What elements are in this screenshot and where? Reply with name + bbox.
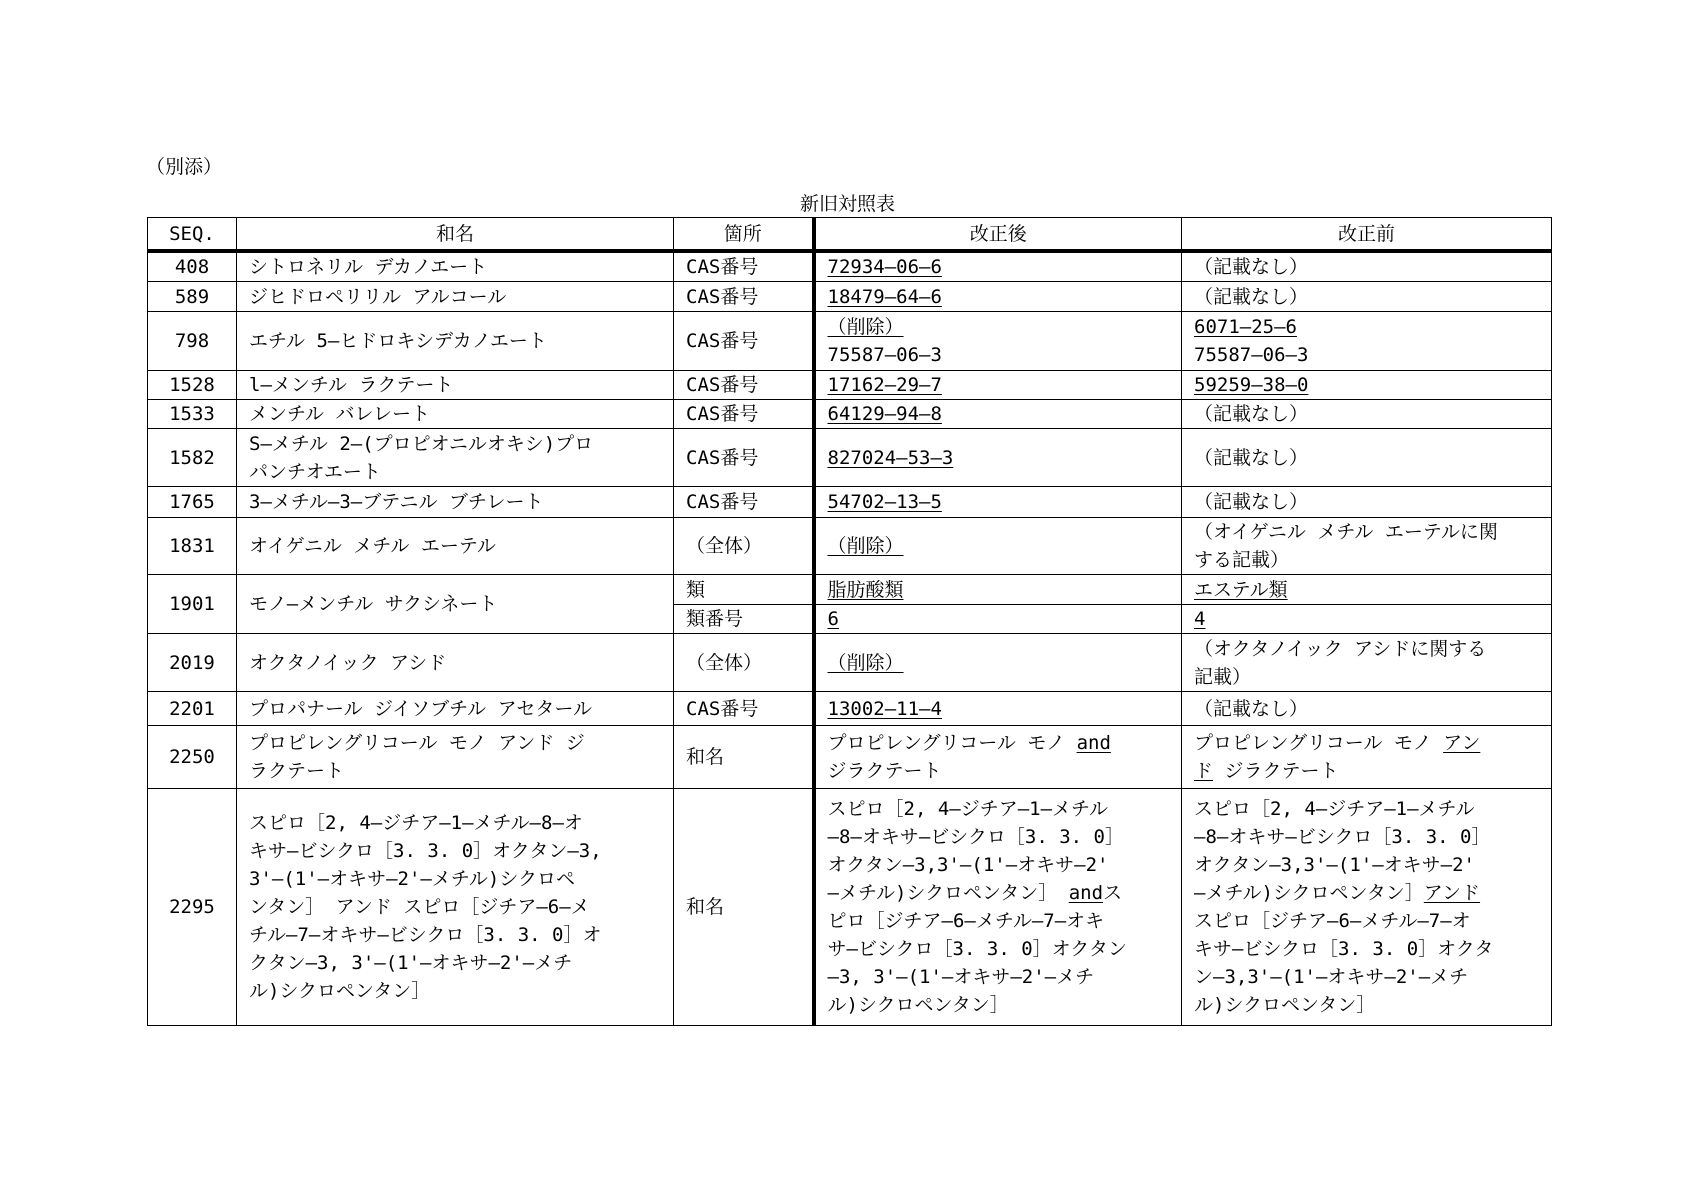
cell-line <box>1194 695 1545 723</box>
name-cell <box>237 518 674 575</box>
name-line: 3'—(1'—オキサ—2'—メチル)シクロペ <box>249 868 575 890</box>
header-name: 和名 <box>237 218 674 252</box>
place-cell: （全体） <box>674 518 814 575</box>
name-line: ラクテート <box>249 760 345 782</box>
seq-cell: 589 <box>148 282 237 312</box>
after-cell <box>814 605 1182 634</box>
place-cell: 類番号 <box>674 605 814 634</box>
name-line: パンチオエート <box>249 460 381 483</box>
table-row <box>148 518 1552 575</box>
name-line: シトロネリル デカノエート <box>249 256 488 278</box>
after-cell <box>814 429 1182 487</box>
underlined-text: エステル類 <box>1194 578 1288 601</box>
after-cell <box>814 371 1182 400</box>
cell-line <box>1194 605 1545 633</box>
underlined-text: 6 <box>827 608 839 630</box>
cell-line <box>828 935 1176 963</box>
text-segment: ル)シクロペンタン］ <box>827 994 1009 1016</box>
cell-line <box>1194 663 1545 691</box>
cell-line <box>1194 371 1545 399</box>
text-segment: —メチル)シクロペンタン］ <box>827 882 1069 904</box>
seq-cell: 1533 <box>148 400 237 429</box>
name-line: プロパナール ジイソブチル アセタール <box>249 697 593 720</box>
text-segment: ス <box>1103 882 1123 904</box>
underlined-text: 13002—11—4 <box>827 697 942 720</box>
cell-line <box>1194 253 1545 281</box>
seq-cell: 1528 <box>148 371 237 400</box>
seq-cell: 408 <box>148 251 237 282</box>
table-row <box>148 251 1552 282</box>
underlined-text: 4 <box>1194 608 1206 630</box>
underlined-text: 6071—25—6 <box>1194 316 1297 338</box>
text-segment: —8—オキサ—ビシクロ［3. 3. 0］ <box>1194 826 1491 848</box>
cell-line <box>828 371 1176 399</box>
name-line: プロピレングリコール モノ アンド ジ <box>249 732 585 754</box>
attachment-label: （別添） <box>146 156 223 178</box>
comparison-table <box>147 217 1552 1026</box>
place-cell: CAS番号 <box>674 400 814 429</box>
text-segment: ル)シクロペンタン］ <box>1194 994 1376 1016</box>
after-cell <box>814 634 1182 692</box>
cell-line <box>1194 851 1545 879</box>
text-segment: —3, 3'—(1'—オキサ—2'—メチ <box>827 966 1095 988</box>
cell-line <box>1194 313 1545 341</box>
table-row <box>148 634 1552 692</box>
text-segment: プロピレングリコール モノ <box>827 732 1077 754</box>
text-segment: ジラクテート <box>1213 760 1339 782</box>
name-cell <box>237 371 674 400</box>
cell-line <box>828 795 1176 823</box>
cell-line <box>1194 729 1545 757</box>
name-line: ル)シクロペンタン］ <box>249 980 431 1002</box>
before-cell <box>1182 692 1552 726</box>
seq-cell: 2250 <box>148 726 237 789</box>
place-cell: （全体） <box>674 634 814 692</box>
cell-line <box>828 823 1176 851</box>
underlined-text: 17162—29—7 <box>827 374 942 396</box>
text-segment: 75587—06—3 <box>1194 344 1309 366</box>
place-cell: CAS番号 <box>674 282 814 312</box>
name-line: エチル 5—ヒドロキシデカノエート <box>249 330 547 352</box>
table-row <box>148 371 1552 400</box>
name-cell <box>237 634 674 692</box>
name-cell <box>237 575 674 634</box>
name-cell <box>237 692 674 726</box>
text-segment: ピロ［ジチア—6—メチル—7—オキ <box>827 910 1105 932</box>
cell-line <box>1194 907 1545 935</box>
header-before: 改正前 <box>1182 218 1552 252</box>
cell-line <box>828 907 1176 935</box>
after-cell <box>814 575 1182 605</box>
text-segment: （記載なし） <box>1194 697 1309 720</box>
cell-line <box>1194 963 1545 991</box>
name-cell <box>237 789 674 1026</box>
table-row <box>148 312 1552 371</box>
underlined-text: 72934—06—6 <box>827 256 942 278</box>
text-segment: （記載なし） <box>1194 446 1309 469</box>
cell-line <box>1194 488 1545 516</box>
cell-line <box>828 400 1176 428</box>
before-cell <box>1182 400 1552 429</box>
table-row <box>148 575 1552 605</box>
cell-line <box>828 576 1176 604</box>
underlined-text: and <box>1076 732 1111 754</box>
before-cell <box>1182 251 1552 282</box>
name-line: チル—7—オキサ—ビシクロ［3. 3. 0］オ <box>249 924 602 946</box>
underlined-text: ド <box>1194 760 1214 782</box>
table-row <box>148 429 1552 487</box>
name-line: モノ—メンチル サクシネート <box>249 593 498 615</box>
text-segment: —8—オキサ—ビシクロ［3. 3. 0］ <box>827 826 1124 848</box>
place-cell: CAS番号 <box>674 371 814 400</box>
cell-line <box>1194 635 1545 663</box>
name-cell <box>237 251 674 282</box>
text-segment: キサ—ビシクロ［3. 3. 0］オクタ <box>1194 938 1494 960</box>
cell-line <box>1194 795 1545 823</box>
before-cell <box>1182 429 1552 487</box>
name-line: ジヒドロペリリル アルコール <box>249 285 507 308</box>
after-cell <box>814 692 1182 726</box>
text-segment: スピロ［2, 4—ジチア—1—メチル <box>1194 798 1475 820</box>
underlined-text: 脂肪酸類 <box>827 578 904 601</box>
place-cell: CAS番号 <box>674 692 814 726</box>
text-segment: ン—3,3'—(1'—オキサ—2'—メチ <box>1194 966 1469 988</box>
after-cell <box>814 726 1182 789</box>
cell-line <box>828 879 1176 907</box>
name-line: クタン—3, 3'—(1'—オキサ—2'—メチ <box>249 952 573 974</box>
underlined-text: アンド <box>1423 882 1481 904</box>
seq-cell: 2201 <box>148 692 237 726</box>
name-line: オイゲニル メチル エーテル <box>249 535 496 557</box>
cell-line <box>1194 991 1545 1019</box>
header-place: 箇所 <box>674 218 814 252</box>
before-cell <box>1182 371 1552 400</box>
text-segment: —メチル)シクロペンタン］ <box>1194 882 1424 904</box>
name-line: オクタノイック アシド <box>249 651 447 674</box>
place-cell: CAS番号 <box>674 312 814 371</box>
after-cell <box>814 789 1182 1026</box>
place-cell: 類 <box>674 575 814 605</box>
cell-line <box>828 444 1176 472</box>
before-cell <box>1182 282 1552 312</box>
cell-line <box>1194 341 1545 369</box>
table-row <box>148 487 1552 518</box>
cell-line <box>1194 400 1545 428</box>
text-segment: オクタン—3,3'—(1'—オキサ—2' <box>1194 854 1475 876</box>
header-row <box>148 218 1552 252</box>
name-cell <box>237 282 674 312</box>
before-cell <box>1182 789 1552 1026</box>
text-segment: ジラクテート <box>827 760 942 782</box>
cell-line <box>1194 283 1545 311</box>
name-line: メンチル バレレート <box>249 403 431 425</box>
cell-line <box>1194 757 1545 785</box>
after-cell <box>814 251 1182 282</box>
cell-line <box>1194 879 1545 907</box>
name-line: l—メンチル ラクテート <box>249 374 454 396</box>
underlined-text: 54702—13—5 <box>827 491 942 513</box>
cell-line <box>828 488 1176 516</box>
place-cell: CAS番号 <box>674 487 814 518</box>
before-cell <box>1182 605 1552 634</box>
before-cell <box>1182 575 1552 605</box>
underlined-text: 827024—53—3 <box>827 446 954 469</box>
place-cell: CAS番号 <box>674 429 814 487</box>
underlined-text: and <box>1068 882 1104 904</box>
cell-line <box>828 991 1176 1019</box>
cell-line <box>828 729 1176 757</box>
before-cell <box>1182 726 1552 789</box>
after-cell <box>814 282 1182 312</box>
text-segment: スピロ［ジチア—6—メチル—7—オ <box>1194 910 1471 932</box>
cell-line <box>828 283 1176 311</box>
name-line: 3—メチル—3—ブテニル ブチレート <box>249 491 544 513</box>
cell-line <box>828 695 1176 723</box>
name-cell <box>237 400 674 429</box>
text-segment: プロピレングリコール モノ <box>1194 732 1444 754</box>
cell-line <box>1194 823 1545 851</box>
cell-line <box>1194 444 1545 472</box>
underlined-text: （削除） <box>827 316 904 338</box>
seq-cell: 1831 <box>148 518 237 575</box>
before-cell <box>1182 518 1552 575</box>
after-cell <box>814 518 1182 575</box>
cell-line <box>1194 546 1545 574</box>
text-segment: （オクタノイック アシドに関する <box>1194 637 1487 660</box>
before-cell <box>1182 487 1552 518</box>
before-cell <box>1182 312 1552 371</box>
seq-cell: 2295 <box>148 789 237 1026</box>
after-cell <box>814 400 1182 429</box>
underlined-text: 64129—94—8 <box>827 403 942 425</box>
after-cell <box>814 312 1182 371</box>
cell-line <box>828 649 1176 677</box>
after-cell <box>814 487 1182 518</box>
text-segment: 記載） <box>1194 665 1252 688</box>
cell-line <box>1194 935 1545 963</box>
name-line: S—メチル 2—(プロピオニルオキシ)プロ <box>249 432 594 455</box>
seq-cell: 2019 <box>148 634 237 692</box>
text-segment: （記載なし） <box>1194 285 1309 308</box>
table-row <box>148 726 1552 789</box>
table-row <box>148 400 1552 429</box>
underlined-text: （削除） <box>827 651 904 674</box>
name-cell <box>237 312 674 371</box>
cell-line <box>828 341 1176 369</box>
text-segment: （記載なし） <box>1194 491 1309 513</box>
cell-line <box>828 757 1176 785</box>
table-title: 新旧対照表 <box>799 193 895 215</box>
underlined-text: 59259—38—0 <box>1194 374 1309 396</box>
text-segment: 75587—06—3 <box>827 344 942 366</box>
cell-line <box>828 605 1176 633</box>
text-segment: サ—ビシクロ［3. 3. 0］オクタン <box>827 938 1127 960</box>
text-segment: （記載なし） <box>1194 403 1309 425</box>
underlined-text: 18479—64—6 <box>827 285 942 308</box>
place-cell: 和名 <box>674 726 814 789</box>
header-after: 改正後 <box>814 218 1182 252</box>
cell-line <box>828 851 1176 879</box>
text-segment: （記載なし） <box>1194 256 1309 278</box>
underlined-text: （削除） <box>827 535 904 557</box>
text-segment: オクタン—3,3'—(1'—オキサ—2' <box>827 854 1109 876</box>
seq-cell: 1582 <box>148 429 237 487</box>
cell-line <box>1194 518 1545 546</box>
name-line: ンタン］ アンド スピロ［ジチア—6—メ <box>249 896 590 918</box>
seq-cell: 798 <box>148 312 237 371</box>
text-segment: する記載） <box>1194 549 1290 571</box>
underlined-text: アン <box>1443 732 1481 754</box>
table-row <box>148 789 1552 1026</box>
cell-line <box>828 963 1176 991</box>
text-segment: （オイゲニル メチル エーテルに関 <box>1194 521 1498 543</box>
cell-line <box>828 532 1176 560</box>
seq-cell: 1901 <box>148 575 237 634</box>
table-row <box>148 692 1552 726</box>
name-cell <box>237 487 674 518</box>
text-segment: スピロ［2, 4—ジチア—1—メチル <box>827 798 1109 820</box>
before-cell <box>1182 634 1552 692</box>
place-cell: 和名 <box>674 789 814 1026</box>
name-cell <box>237 726 674 789</box>
header-seq: SEQ. <box>148 218 237 252</box>
cell-line <box>1194 576 1545 604</box>
cell-line <box>828 313 1176 341</box>
name-cell <box>237 429 674 487</box>
table-row <box>148 282 1552 312</box>
name-line: キサ—ビシクロ［3. 3. 0］オクタン—3, <box>249 840 602 862</box>
cell-line <box>828 253 1176 281</box>
seq-cell: 1765 <box>148 487 237 518</box>
place-cell: CAS番号 <box>674 251 814 282</box>
name-line: スピロ［2, 4—ジチア—1—メチル—8—オ <box>249 812 583 834</box>
